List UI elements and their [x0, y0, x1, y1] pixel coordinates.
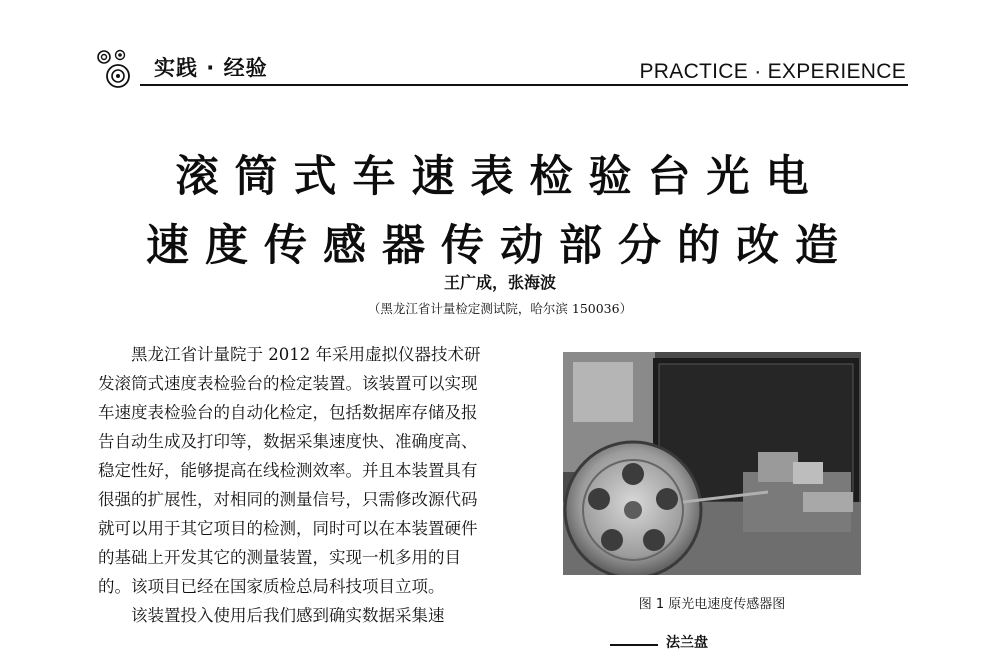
flange-label: 法兰盘 — [666, 635, 708, 651]
affiliation: （黑龙江省计量检定测试院，哈尔滨 150036） — [367, 301, 633, 316]
label-line — [610, 644, 658, 646]
article-title-line-2: 速度传感器传动部分的改造 — [146, 221, 854, 271]
partial-figure-label — [610, 632, 730, 652]
paragraph: 该装置投入使用后我们感到确实数据采集速 — [131, 606, 445, 625]
paragraph: 黑龙江省计量院于 2012 年采用虚拟仪器技术研发滚筒式速度表检验台的检定装置。该装置可以实现车速度表检验台的自动化检定，包括数据库存储及报告自动生成及打印等，数据采集速度快、准确度高、稳定性好，能够提高在线检测效率。并且本装置具有很强的扩展性，对相同的测量信号，只需修改源代码就可以用于其它项目的检测，同时可以在本装置硬件的基础上开发其它的测量装置，实现一机多用的目的。该项目已经在国家质检总局科技项目立项。 — [98, 345, 481, 596]
article-title-line-1: 滚筒式车速表检验台光电 — [175, 152, 825, 202]
header-rule — [140, 84, 908, 86]
body-text — [98, 340, 490, 630]
authors: 王广成，张海波 — [443, 273, 556, 292]
sensor-photo — [563, 352, 861, 575]
section-title-en: PRACTICE · EXPERIENCE — [639, 60, 906, 83]
section-header — [96, 44, 908, 88]
figure-caption: 图 1 原光电速度传感器图 — [638, 597, 786, 612]
section-title-cn: 实践 · 经验 — [154, 56, 268, 80]
